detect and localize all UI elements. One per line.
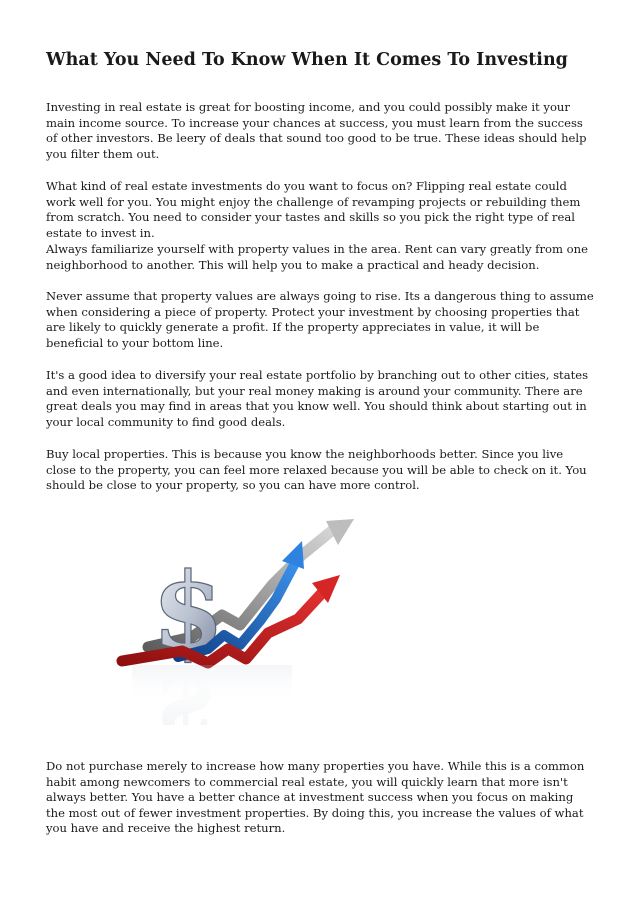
paragraph-intro: Investing in real estate is great for boosting income, and you could possibly make it your main income source. To increase your chances at success, you must learn from the success of other investors. Be leery of deals that sound too good to be true. These ideas should help you filter them out. [46, 100, 587, 161]
paragraph-diversify: It's a good idea to diversify your real estate portfolio by branching out to other cities, states and even internationally, but your real money making is around your community. There are great deals you may find in areas that you know well. You should think about starting out in your local community to find good deals. [46, 368, 589, 429]
dollar-growth-icon [112, 515, 372, 725]
paragraph-property-values: Always familiarize yourself with property values in the area. Rent can vary greatly from one neighborhood to another. This will help you to make a practical and heady decision. [46, 242, 588, 272]
paragraph-never-assume: Never assume that property values are always going to rise. Its a dangerous thing to assume when considering a piece of property. Protect your investment by choosing properties that are likely to quickly generate a profit. If the property appreciates in value, it will be beneficial to your bottom line. [46, 289, 594, 350]
paragraph-investment-focus: What kind of real estate investments do you want to focus on? Flipping real estate could work well for you. You might enjoy the challenge of revamping projects or rebuilding them from scratch. You need to consider your tastes and skills so you pick the right type of real estate to invest in. [46, 179, 581, 240]
paragraph-do-not-purchase: Do not purchase merely to increase how many properties you have. While this is a common habit among newcomers to commercial real estate, you will quickly learn that more isn't always better. You have a better chance at investment success when you focus on making the most out of fewer investment properties. By doing this, you increase the values of what you have and receive the highest return. [46, 759, 585, 836]
page-title: What You Need To Know When It Comes To Investing [46, 50, 568, 70]
paragraph-buy-local: Buy local properties. This is because you know the neighborhoods better. Since you live close to the property, you can feel more relaxed because you will be able to check on it. You should be close to your property, so you can have more control. [46, 447, 587, 493]
investment-growth-illustration [112, 515, 372, 725]
svg-text:$: $ [152, 549, 225, 672]
floor-reflection [132, 665, 292, 705]
svg-text:$: $ [154, 655, 219, 725]
